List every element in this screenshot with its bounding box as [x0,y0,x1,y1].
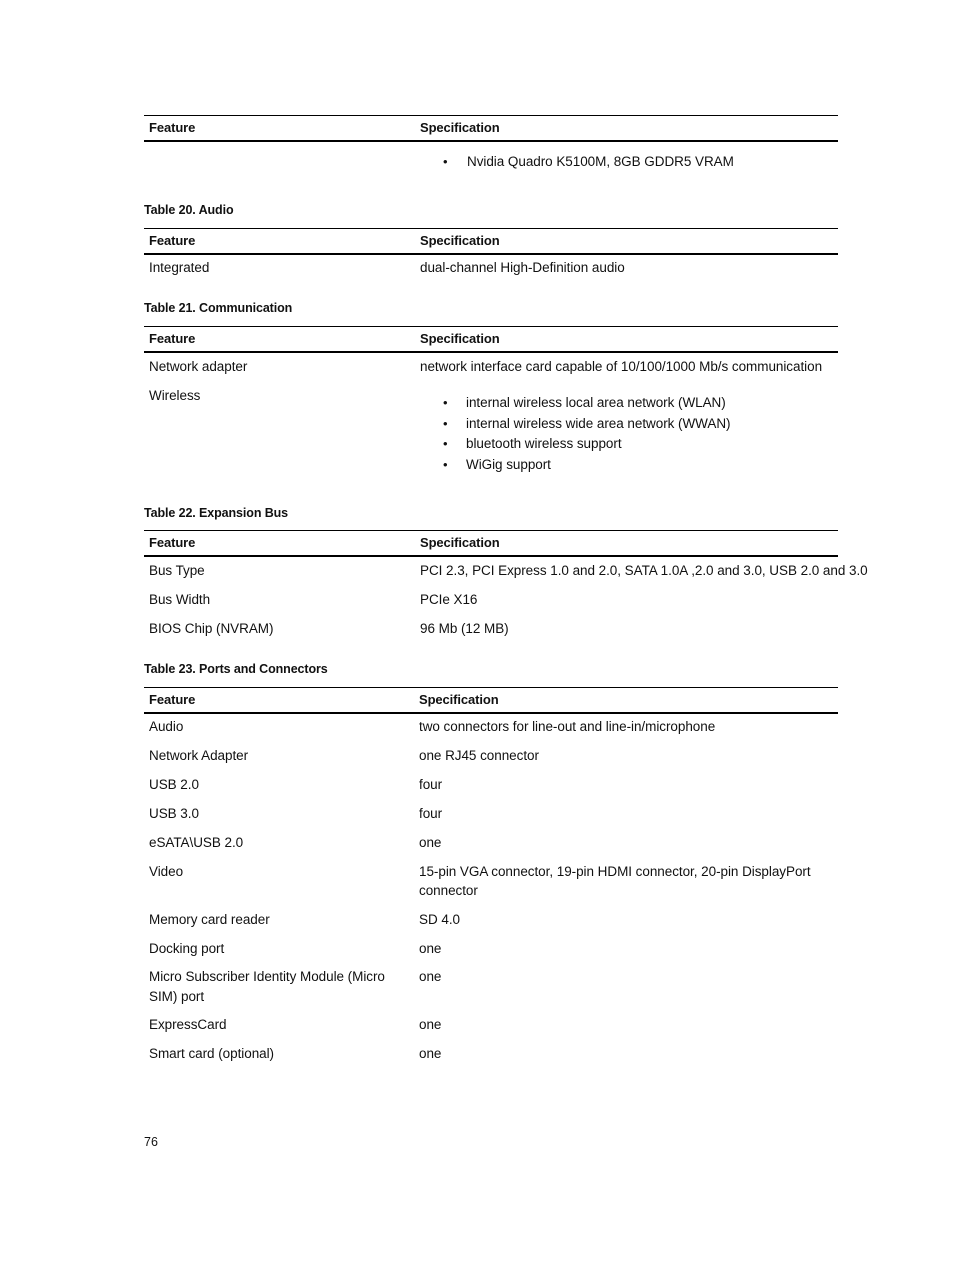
spec-cell: network interface card capable of 10/100/1000 Mb/s communication [420,359,823,374]
table-header-rule [144,140,838,142]
spec-cell: four [419,806,443,821]
list-item: internal wireless local area network (WLAN) [466,395,726,410]
list-item: bluetooth wireless support [466,436,622,451]
column-header-feature: Feature [149,331,196,346]
feature-cell-line: Micro Subscriber Identity Module (Micro [149,969,385,984]
feature-cell: eSATA\USB 2.0 [149,835,244,850]
table-header-rule [144,351,838,353]
feature-cell: Integrated [149,260,210,275]
feature-cell: Video [149,864,184,879]
column-header-feature: Feature [149,692,196,707]
feature-cell: Docking port [149,941,225,956]
feature-cell: Memory card reader [149,912,270,927]
table-header-rule [144,555,838,557]
feature-cell: Audio [149,719,184,734]
table-caption: Table 22. Expansion Bus [144,506,289,520]
list-item: Nvidia Quadro K5100M, 8GB GDDR5 VRAM [467,154,734,169]
spec-cell: one [419,969,442,984]
feature-cell: BIOS Chip (NVRAM) [149,621,274,636]
feature-cell: Smart card (optional) [149,1046,274,1061]
table-caption: Table 21. Communication [144,301,293,315]
bullet-icon: • [443,416,448,431]
bullet-icon: • [443,395,448,410]
column-header-specification: Specification [420,331,500,346]
feature-cell: USB 2.0 [149,777,199,792]
spec-cell: one [419,1046,442,1061]
feature-cell: Network adapter [149,359,248,374]
bullet-icon: • [443,457,448,472]
column-header-feature: Feature [149,233,196,248]
spec-cell: one [419,835,442,850]
table-header-rule [144,712,838,714]
list-item: internal wireless wide area network (WWAN) [466,416,731,431]
column-header-feature: Feature [149,535,196,550]
spec-cell: SD 4.0 [419,912,460,927]
feature-cell: Bus Type [149,563,205,578]
table-top-rule [144,115,838,116]
column-header-specification: Specification [420,535,500,550]
bullet-icon: • [443,436,448,451]
spec-cell: PCIe X16 [420,592,478,607]
table-top-rule [144,687,838,688]
spec-cell: one [419,1017,442,1032]
column-header-specification: Specification [420,120,500,135]
table-top-rule [144,326,838,327]
table-top-rule [144,228,838,229]
column-header-feature: Feature [149,120,196,135]
spec-cell: four [419,777,443,792]
page-number: 76 [144,1135,158,1149]
feature-cell: ExpressCard [149,1017,227,1032]
spec-cell-line: 15-pin VGA connector, 19-pin HDMI connector, 20-pin DisplayPort [419,864,811,879]
column-header-specification: Specification [419,692,499,707]
list-item: WiGig support [466,457,551,472]
feature-cell: Network Adapter [149,748,249,763]
table-header-rule [144,253,838,255]
bullet-icon: • [443,154,448,169]
feature-cell: USB 3.0 [149,806,199,821]
table-caption: Table 23. Ports and Connectors [144,662,328,676]
feature-cell: Wireless [149,388,201,403]
spec-cell-line: connector [419,883,478,898]
table-top-rule [144,530,838,531]
spec-cell: PCI 2.3, PCI Express 1.0 and 2.0, SATA 1.0A ,2.0 and 3.0, USB 2.0 and 3.0 [420,563,868,578]
column-header-specification: Specification [420,233,500,248]
spec-cell: one RJ45 connector [419,748,539,763]
spec-cell: 96 Mb (12 MB) [420,621,509,636]
spec-cell: dual-channel High-Definition audio [420,260,625,275]
feature-cell-line: SIM) port [149,989,205,1004]
spec-cell: one [419,941,442,956]
table-caption: Table 20. Audio [144,203,234,217]
feature-cell: Bus Width [149,592,211,607]
spec-cell: two connectors for line-out and line-in/microphone [419,719,716,734]
